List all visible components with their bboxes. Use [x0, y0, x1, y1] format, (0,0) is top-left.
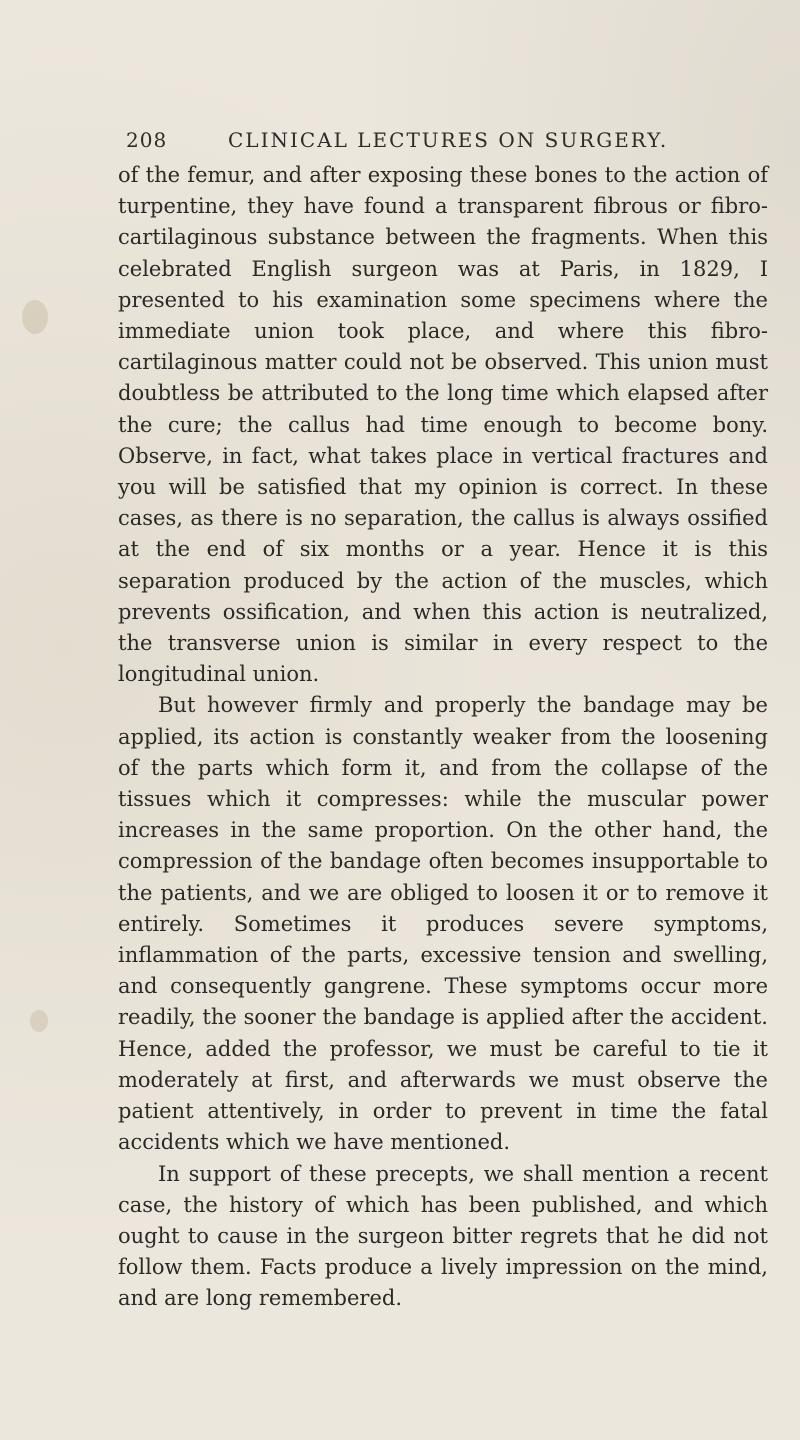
paragraph: of the femur, and after exposing these bones to the action of turpentine, they have found a transparent fibrous or fibro-cartilaginous substance between the fragments. When this celebrated English surgeon was at Paris, in 1829, I presented to his examination some specimens where the immediate union took place, and where this fibro-cartilaginous matter could not be observed. This union must doubtless be attributed to the long time which elapsed after the cure; the callus had time enough to become bony. Observe, in fact, what takes place in vertical fractures and you will be satisfied that my opinion is correct. In these cases, as there is no separation, the callus is always ossified at the end of six months or a year. Hence it is this separation produced by the action of the muscles, which prevents ossification, and when this action is neutralized, the transverse union is similar in every respect to the longitudinal union.	[118, 163, 768, 687]
page-number: 208	[126, 128, 168, 152]
body-text	[118, 160, 768, 1315]
page-header	[126, 128, 686, 158]
paragraph: But however firmly and properly the bandage may be applied, its action is constantly weaker from the loosening of the parts which form it, and from the collapse of the tissues which it compresses: while the muscular power increases in the same proportion. On the other hand, the compression of the bandage often becomes insupportable to the patients, and we are obliged to loosen it or to remove it entirely. Sometimes it produces severe symptoms, inflammation of the parts, excessive tension and swelling, and consequently gangrene. These symptoms occur more readily, the sooner the bandage is applied after the accident. Hence, added the professor, we must be careful to tie it moderately at first, and afterwards we must observe the patient attentively, in order to prevent in time the fatal accidents which we have mentioned.	[118, 693, 768, 1155]
paper-stain	[22, 300, 48, 334]
running-title: CLINICAL LECTURES ON SURGERY.	[228, 128, 669, 152]
paper-stain	[30, 1010, 48, 1032]
paragraph: In support of these precepts, we shall mention a recent case, the history of which has been published, and which ought to cause in the surgeon bitter regrets that he did not follow them. Facts produce a lively impression on the mind, and are long remembered.	[118, 1161, 768, 1311]
